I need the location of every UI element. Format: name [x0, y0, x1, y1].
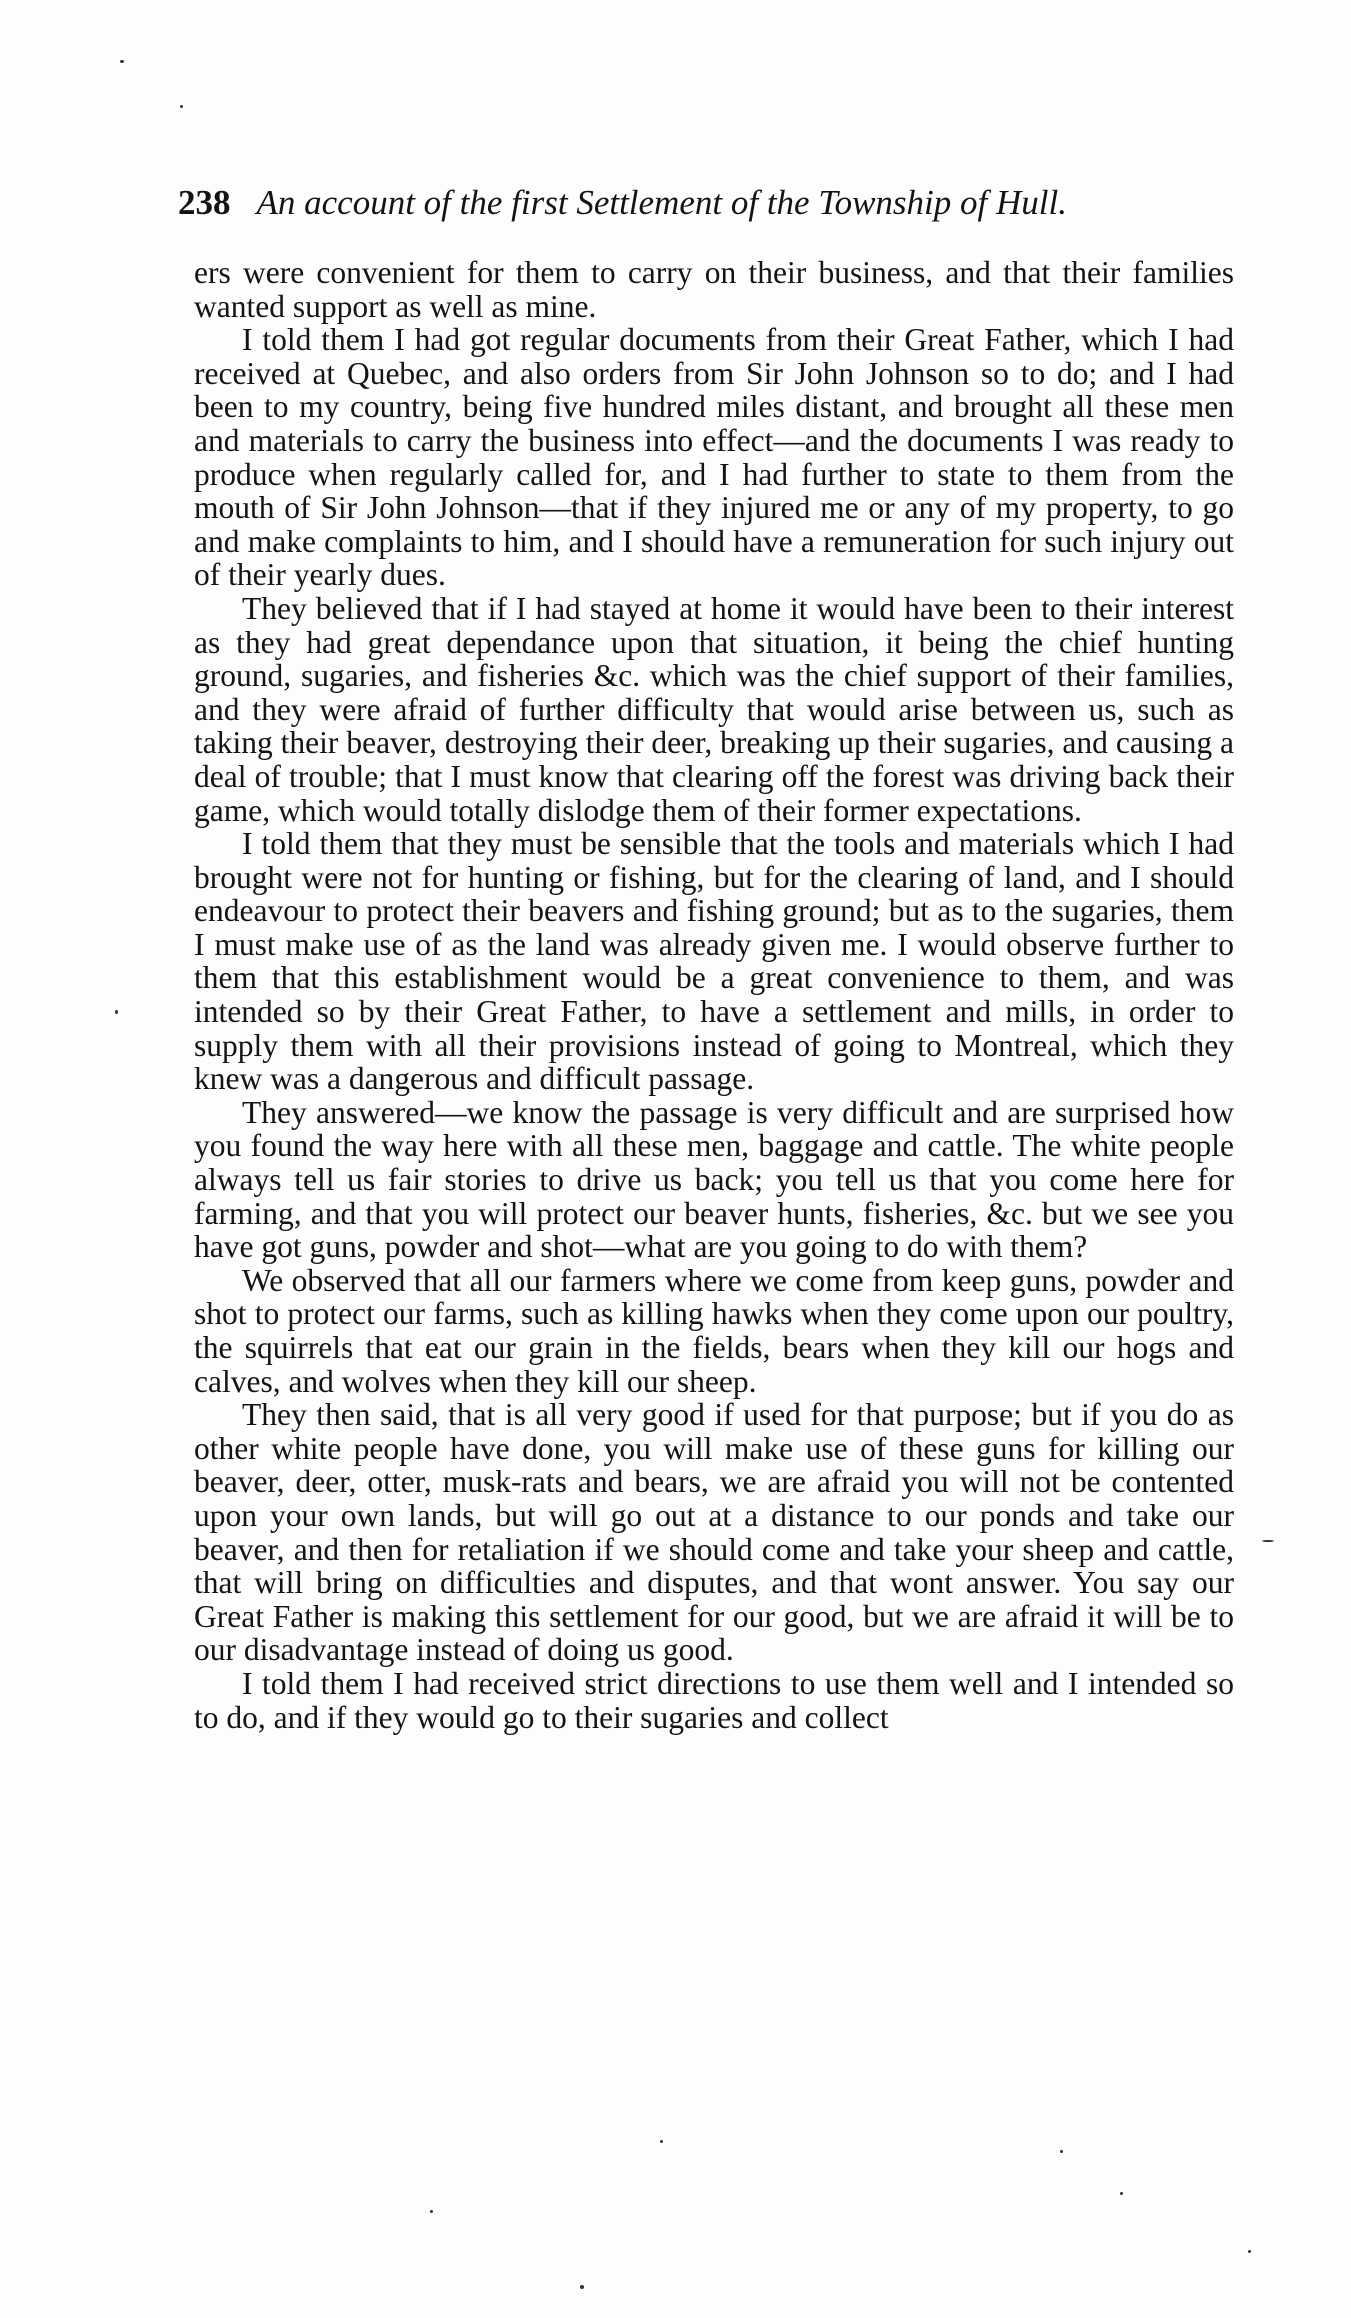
scan-speck	[120, 60, 124, 63]
paragraph: They then said, that is all very good if used for that purpose; but if you do as other white people have done, you will make use of these guns for killing our beaver, deer, otter, musk-rats and bears, we are afraid you will not be contented upon your own lands, but will go out at a distance to our ponds and take our beaver, and then for retaliation if we should come and take your sheep and cattle, that will bring on difficulties and disputes, and that wont answer. You say our Great Father is making this settlement for our good, but we are afraid it will be to our disadvantage instead of doing us good.	[194, 1397, 1234, 1668]
paragraph: I told them I had received strict directions to use them well and I intended so to do, and if they would go to their sugaries and collect	[194, 1665, 1234, 1735]
paragraph: ers were convenient for them to carry on their business, and that their families wanted support as well as mine.	[194, 255, 1234, 324]
running-head	[178, 178, 1188, 228]
scan-speck	[115, 1010, 118, 1014]
scan-speck	[1248, 2250, 1251, 2253]
scan-speck	[1060, 2150, 1063, 2153]
page-number: 238	[178, 183, 231, 222]
paragraph: I told them that they must be sensible that the tools and materials which I had brought were not for hunting or fishing, but for the clearing of land, and I should endeavour to protect their beavers and fishing ground; but as to the sugaries, them I must make use of as the land was already given me. I would observe further to them that this establishment would be a great convenience to them, and was intended so by their Great Father, to have a settlement and mills, in order to supply them with all their provisions instead of going to Montreal, which they knew was a dangerous and difficult passage.	[194, 826, 1234, 1097]
scan-speck	[180, 105, 183, 108]
scan-speck	[660, 2140, 663, 2143]
running-title: An account of the first Settlement of the Township of Hull.	[256, 183, 1067, 222]
scan-speck	[1120, 2192, 1123, 2195]
paragraph: I told them I had got regular documents from their Great Father, which I had received at Quebec, and also orders from Sir John Johnson so to do; and I had been to my country, being five hundred miles distant, and brought all these men and materials to carry the business into effect—and the documents I was ready to produce when regularly called for, and I had further to state to them from the mouth of Sir John Johnson—that if they injured me or any of my property, to go and make complaints to him, and I should have a remuneration for such injury out of their yearly dues.	[194, 322, 1234, 593]
paragraph: They believed that if I had stayed at home it would have been to their interest as they had great dependance upon that situation, it being the chief hunting ground, sugaries, and fisheries &c. which was the chief support of their families, and they were afraid of further difficulty that would arise between us, such as taking their beaver, destroying their deer, breaking up their sugaries, and causing a deal of trouble; that I must know that clearing off the forest was driving back their game, which would totally dislodge them of their former expectations.	[194, 590, 1234, 828]
paragraph: They answered—we know the passage is very difficult and are surprised how you found the way here with all these men, baggage and cattle. The white people always tell us fair stories to drive us back; you tell us that you come here for farming, and that you will protect our beaver hunts, fisheries, &c. but we see you have got guns, powder and shot—what are you going to do with them?	[194, 1094, 1234, 1265]
scan-speck	[430, 2210, 433, 2213]
body-text	[194, 256, 1234, 1734]
scan-speck	[1262, 1540, 1274, 1542]
scan-speck	[580, 2285, 584, 2289]
paragraph: We observed that all our farmers where we come from keep guns, powder and shot to protect our farms, such as killing hawks when they come upon our poultry, the squirrels that eat our grain in the fields, bears when they kill our hogs and calves, and wolves when they kill our sheep.	[194, 1262, 1234, 1399]
